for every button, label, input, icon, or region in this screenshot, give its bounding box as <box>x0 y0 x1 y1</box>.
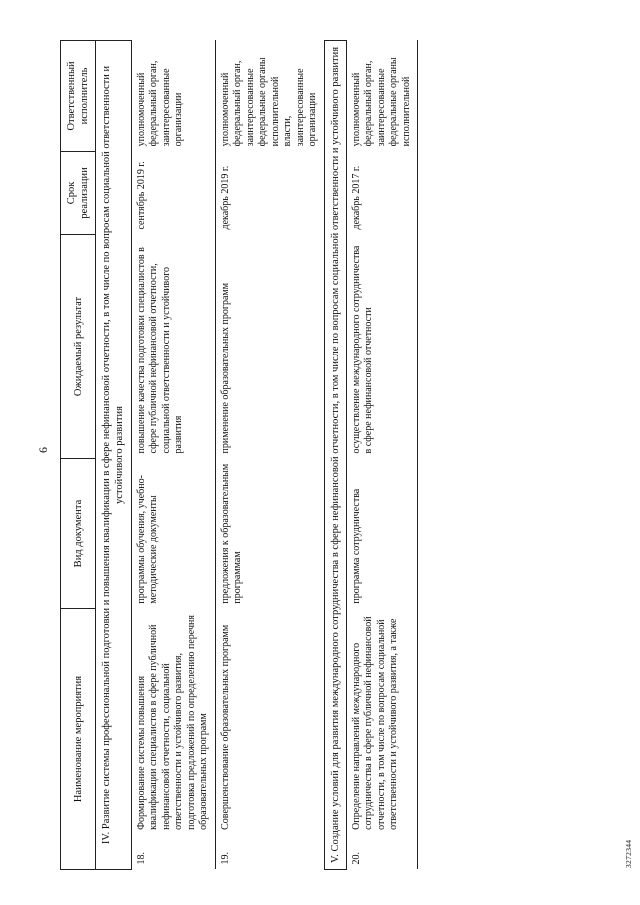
row-term: сентябрь 2019 г. <box>131 151 215 234</box>
row-responsible: уполномоченный федеральный орган, заинтересованные федеральные органы исполнительной власти, заинтересованные организации <box>215 41 324 152</box>
activities-table <box>60 40 418 870</box>
page-number: 6 <box>36 447 50 453</box>
section-row <box>324 41 346 870</box>
table-header-row <box>61 41 96 870</box>
section-title: V. Создание условий для развития международного сотрудничества в сфере нефинансовой отчетности, в том числе по вопросам социальной ответственности и устойчивого развития <box>324 41 346 870</box>
row-number: 20. <box>346 835 418 870</box>
row-name: Формирование системы повышения квалификации специалистов в сфере публичной нефинансовой отчетности, социальной ответственности и устойчивого развития, подготовка предложений по определению перечня образовательных программ <box>131 609 215 835</box>
row-number: 19. <box>215 835 324 870</box>
row-responsible: уполномоченный федеральный орган, заинтересованные организации <box>131 41 215 152</box>
row-result: осуществление международного сотрудничества в сфере нефинансовой отчетности <box>346 235 418 459</box>
row-term: декабрь 2017 г. <box>346 151 418 234</box>
table-row <box>346 41 418 870</box>
document-id: 3272344 <box>624 839 633 868</box>
header-doc-type: Вид документа <box>61 458 96 608</box>
row-doc-type: программы обучения, учебно-методические документы <box>131 458 215 608</box>
row-result: применение образовательных программ <box>215 235 324 459</box>
header-responsible: Ответственный исполнитель <box>61 41 96 152</box>
document-page <box>0 20 640 880</box>
section-title: IV. Развитие системы профессиональной подготовки и повышения квалификации в сфере нефинансовой отчетности, в том числе по вопросам социальной ответственности и устойчивого развития <box>96 41 131 870</box>
row-name: Определение направлений международного сотрудничества в сфере публичной нефинансовой отчетности, в том числе по вопросам социальной ответственности и устойчивого развития, а также <box>346 609 418 835</box>
row-doc-type: предложения к образовательным программам <box>215 458 324 608</box>
row-result: повышение качества подготовки специалистов в сфере публичной нефинансовой отчетности, социальной ответственности и устойчивого развития <box>131 235 215 459</box>
table-row <box>131 41 215 870</box>
header-term: Срок реализации <box>61 151 96 234</box>
row-name: Совершенствование образовательных программ <box>215 609 324 835</box>
row-term: декабрь 2019 г. <box>215 151 324 234</box>
row-number: 18. <box>131 835 215 870</box>
section-row <box>96 41 131 870</box>
row-responsible: уполномоченный федеральный орган, заинтересованные федеральные органы исполнительной <box>346 41 418 152</box>
header-name: Наименование мероприятия <box>61 609 96 870</box>
table-row <box>215 41 324 870</box>
row-doc-type: программа сотрудничества <box>346 458 418 608</box>
header-result: Ожидаемый результат <box>61 235 96 459</box>
